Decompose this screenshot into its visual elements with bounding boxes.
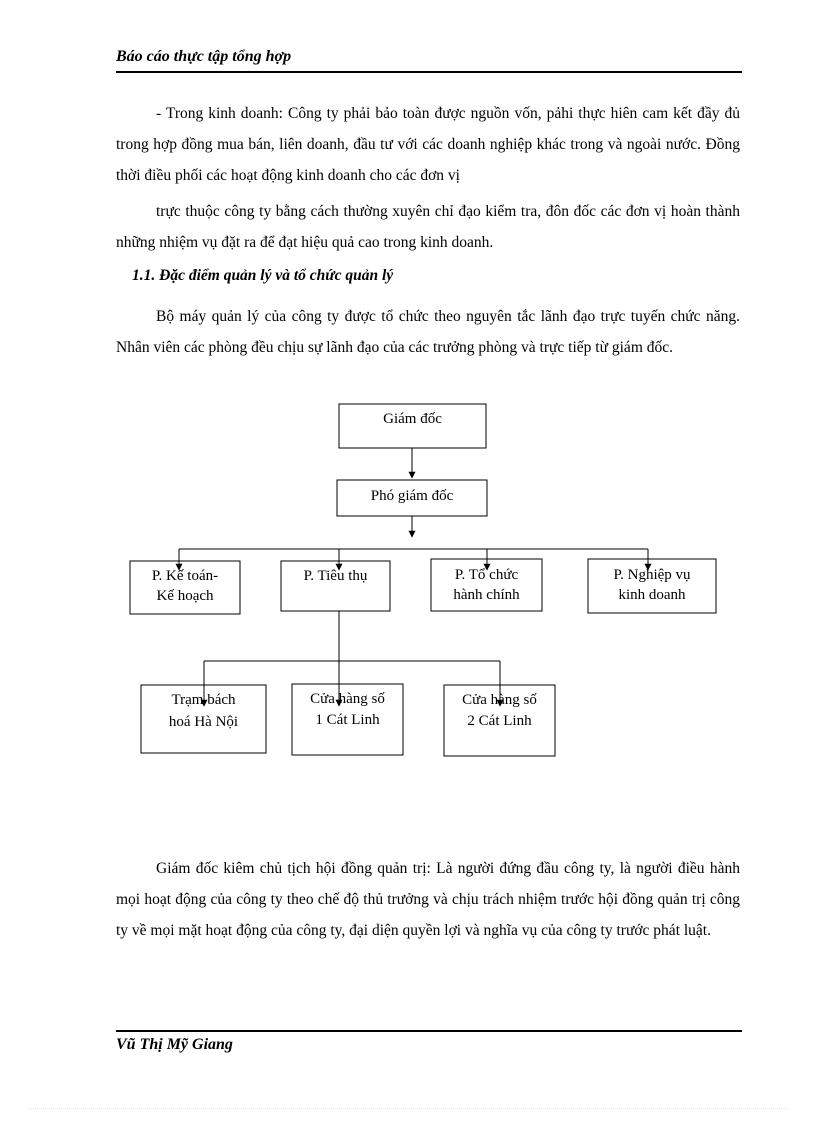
intro-paragraph-1 — [116, 98, 740, 191]
outlet-shop1-label-1: Cửa hàng số — [310, 691, 385, 707]
section-paragraph — [116, 301, 740, 363]
dept-accounting-label-1: P. Kế toán- — [151, 568, 219, 584]
header-rule — [116, 71, 742, 73]
outlet-shop2-label-2: 2 Cát Linh — [467, 713, 532, 729]
dept-admin-label-1: P. Tổ chức — [454, 567, 519, 583]
director-label: Giám đốc — [383, 411, 442, 427]
dept-accounting-label-2: Kế hoạch — [156, 588, 214, 604]
dept-business-label-2: kinh doanh — [618, 587, 686, 603]
outlet-store-label-2: hoá Hà Nội — [168, 714, 239, 730]
deputy-director-label: Phó giám đốc — [370, 488, 454, 504]
outlet-shop1-label-2: 1 Cát Linh — [315, 712, 380, 728]
section-heading: 1.1. Đặc điểm quản lý và tổ chức quản lý — [132, 267, 394, 284]
dept-sales-label: P. Tiêu thụ — [303, 568, 368, 584]
outlet-store-label-1: Trạm bách — [171, 692, 236, 708]
section-text: Bộ máy quản lý của công ty được tổ chức theo nguyên tắc lãnh đạo trực tuyến chức năng. Nhân viên các phòng đều chịu sự lãnh đạo của các trưởng phòng và trực tiếp từ giám đốc. — [116, 308, 740, 356]
footer-rule — [116, 1030, 742, 1032]
outlet-shop2-label-1: Cửa hàng số — [462, 692, 537, 708]
intro-text-2: trực thuộc công ty bằng cách thường xuyên chỉ đạo kiểm tra, đôn đốc các đơn vị hoàn thành những nhiệm vụ đặt ra để đạt hiệu quả cao trong kinh doanh. — [116, 203, 740, 251]
intro-text-1: - Trong kinh doanh: Công ty phải bảo toàn được nguồn vốn, pảhi thực hiên cam kết đầy đủ trong hợp đồng mua bán, liên doanh, đầu tư với các doanh nghiệp khác trong và ngoài nước. Đồng thời điều phối các hoạt động kinh doanh cho các đơn vị — [116, 105, 740, 184]
dept-admin-label-2: hành chính — [453, 587, 520, 603]
closing-text: Giám đốc kiêm chủ tịch hội đồng quản trị: Là người đứng đầu công ty, là người điều hành mọi hoạt động của công ty theo chế độ thủ trưởng và chịu trách nhiệm trước hội đồng quản trị công ty về mọi mặt hoạt động của công ty, đại diện quyền lợi và nghĩa vụ của công ty trước phát luật. — [116, 860, 740, 939]
dept-business-label-1: P. Nghiệp vụ — [613, 567, 691, 583]
intro-paragraph-2 — [116, 196, 740, 258]
footer-author-name: Vũ Thị Mỹ Giang — [116, 1036, 233, 1053]
closing-paragraph — [116, 853, 740, 946]
page-edge-dotted-line — [28, 1108, 788, 1109]
page-header-title: Báo cáo thực tập tổng hợp — [116, 48, 292, 65]
